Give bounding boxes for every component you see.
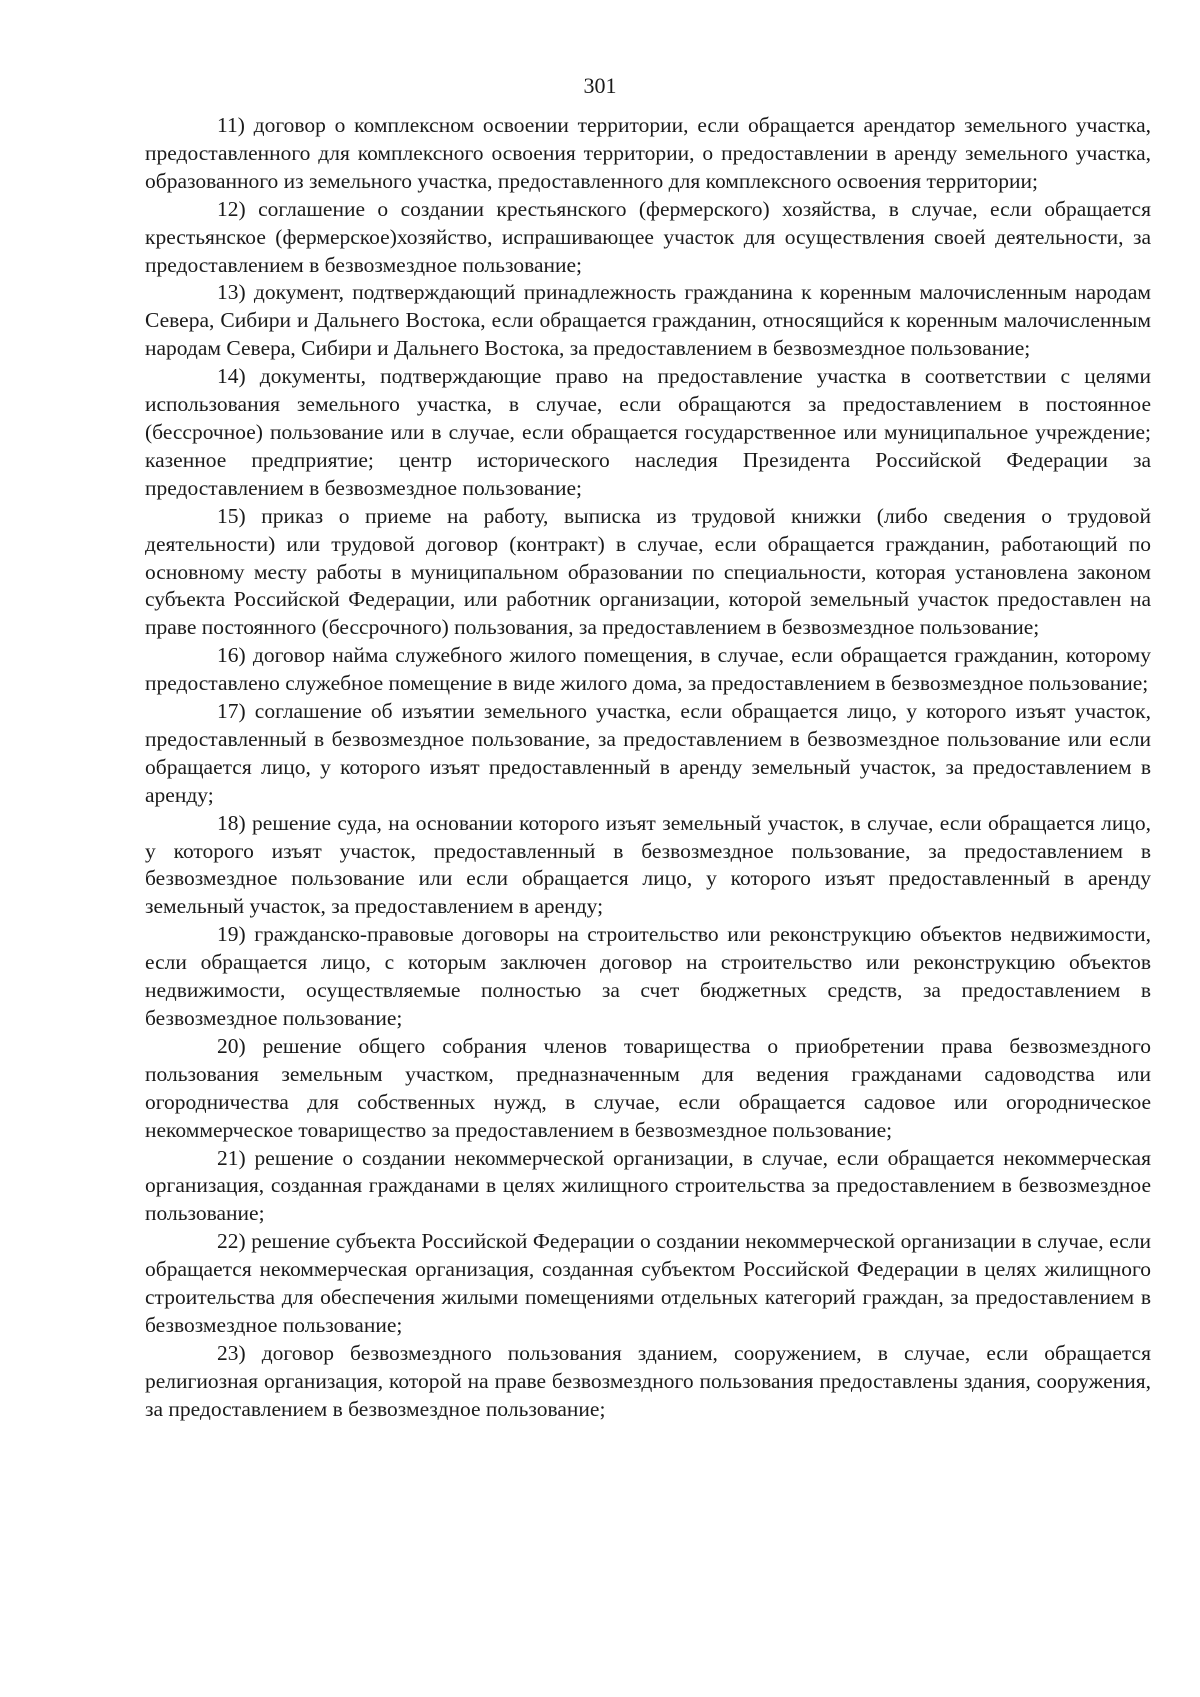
list-item-19: 19) гражданско-правовые договоры на строительство или реконструкцию объектов недвижимости, если обращается лицо, с которым заключен договор на строительство или реконструкцию объектов недвижимости, осуществляемые полностью за счет бюджетных средств, за предоставлением в безвозмездное пользование; xyxy=(145,922,1151,1030)
list-item-12: 12) соглашение о создании крестьянского (фермерского) хозяйства, в случае, если обращается крестьянское (фермерское)хозяйство, испрашивающее участок для осуществления своей деятельности, за предоставлением в безвозмездное пользование; xyxy=(145,196,1151,277)
list-item-18: 18) решение суда, на основании которого изъят земельный участок, в случае, если обращается лицо, у которого изъят участок, предоставленный в безвозмездное пользование, за предоставлением в безвозмездное пользование или если обращается лицо, у которого изъят предоставленный в аренду земельный участок, за предоставлением в аренду; xyxy=(145,810,1151,919)
list-item-20: 20) решение общего собрания членов товарищества о приобретении права безвозмездного пользования земельным участком, предназначенным для ведения гражданами садоводства или огородничества для собственных нужд, в случае, если обращается садовое или огородническое некоммерческое товарищество за предоставлением в безвозмездное пользование; xyxy=(145,1033,1151,1142)
list-item-16: 16) договор найма служебного жилого помещения, в случае, если обращается гражданин, которому предоставлено служебное помещение в виде жилого дома, за предоставлением в безвозмездное пользование; xyxy=(145,643,1151,696)
page-number: 301 xyxy=(583,73,617,98)
list-item-15: 15) приказ о приеме на работу, выписка из трудовой книжки (либо сведения о трудовой деятельности) или трудовой договор (контракт) в случае, если обращается гражданин, работающий по основному месту работы в муниципальном образовании по специальности, которая установлена законом субъекта Российской Федерации, или работник организации, которой земельный участок предоставлен на праве постоянного (бессрочного) пользования, за предоставлением в безвозмездное пользование; xyxy=(145,503,1151,640)
list-item-13: 13) документ, подтверждающий принадлежность гражданина к коренным малочисленным народам Севера, Сибири и Дальнего Востока, если обращается гражданин, относящийся к коренным малочисленным народам Севера, Сибири и Дальнего Востока, за предоставлением в безвозмездное пользование; xyxy=(145,280,1151,361)
list-item-17: 17) соглашение об изъятии земельного участка, если обращается лицо, у которого изъят участок, предоставленный в безвозмездное пользование, за предоставлением в безвозмездное пользование или если обращается лицо, у которого изъят предоставленный в аренду земельный участок, за предоставлением в аренду; xyxy=(145,699,1151,807)
list-item-22: 22) решение субъекта Российской Федерации о создании некоммерческой организации в случае, если обращается некоммерческая организация, созданная субъектом Российской Федерации в целях жилищного строительства для обеспечения жилыми помещениями отдельных категорий граждан, за предоставлением в безвозмездное пользование; xyxy=(145,1229,1151,1337)
list-item-23: 23) договор безвозмездного пользования зданием, сооружением, в случае, если обращается религиозная организация, которой на праве безвозмездного пользования предоставлены здания, сооружения, за предоставлением в безвозмездное пользование; xyxy=(145,1340,1151,1421)
list-item-14: 14) документы, подтверждающие право на предоставление участка в соответствии с целями использования земельного участка, в случае, если обращаются за предоставлением в постоянное (бессрочное) пользование или в случае, если обращается государственное или муниципальное учреждение; казенное предприятие; центр исторического наследия Президента Российской Федерации за предоставлением в безвозмездное пользование; xyxy=(145,364,1151,500)
document-body xyxy=(145,112,1151,1424)
list-item-11: 11) договор о комплексном освоении территории, если обращается арендатор земельного участка, предоставленного для комплексного освоения территории, о предоставлении в аренду земельного участка, образованного из земельного участка, предоставленного для комплексного освоения территории; xyxy=(145,113,1151,193)
list-item-21: 21) решение о создании некоммерческой организации, в случае, если обращается некоммерческая организация, созданная гражданами в целях жилищного строительства за предоставлением в безвозмездное пользование; xyxy=(145,1145,1151,1226)
